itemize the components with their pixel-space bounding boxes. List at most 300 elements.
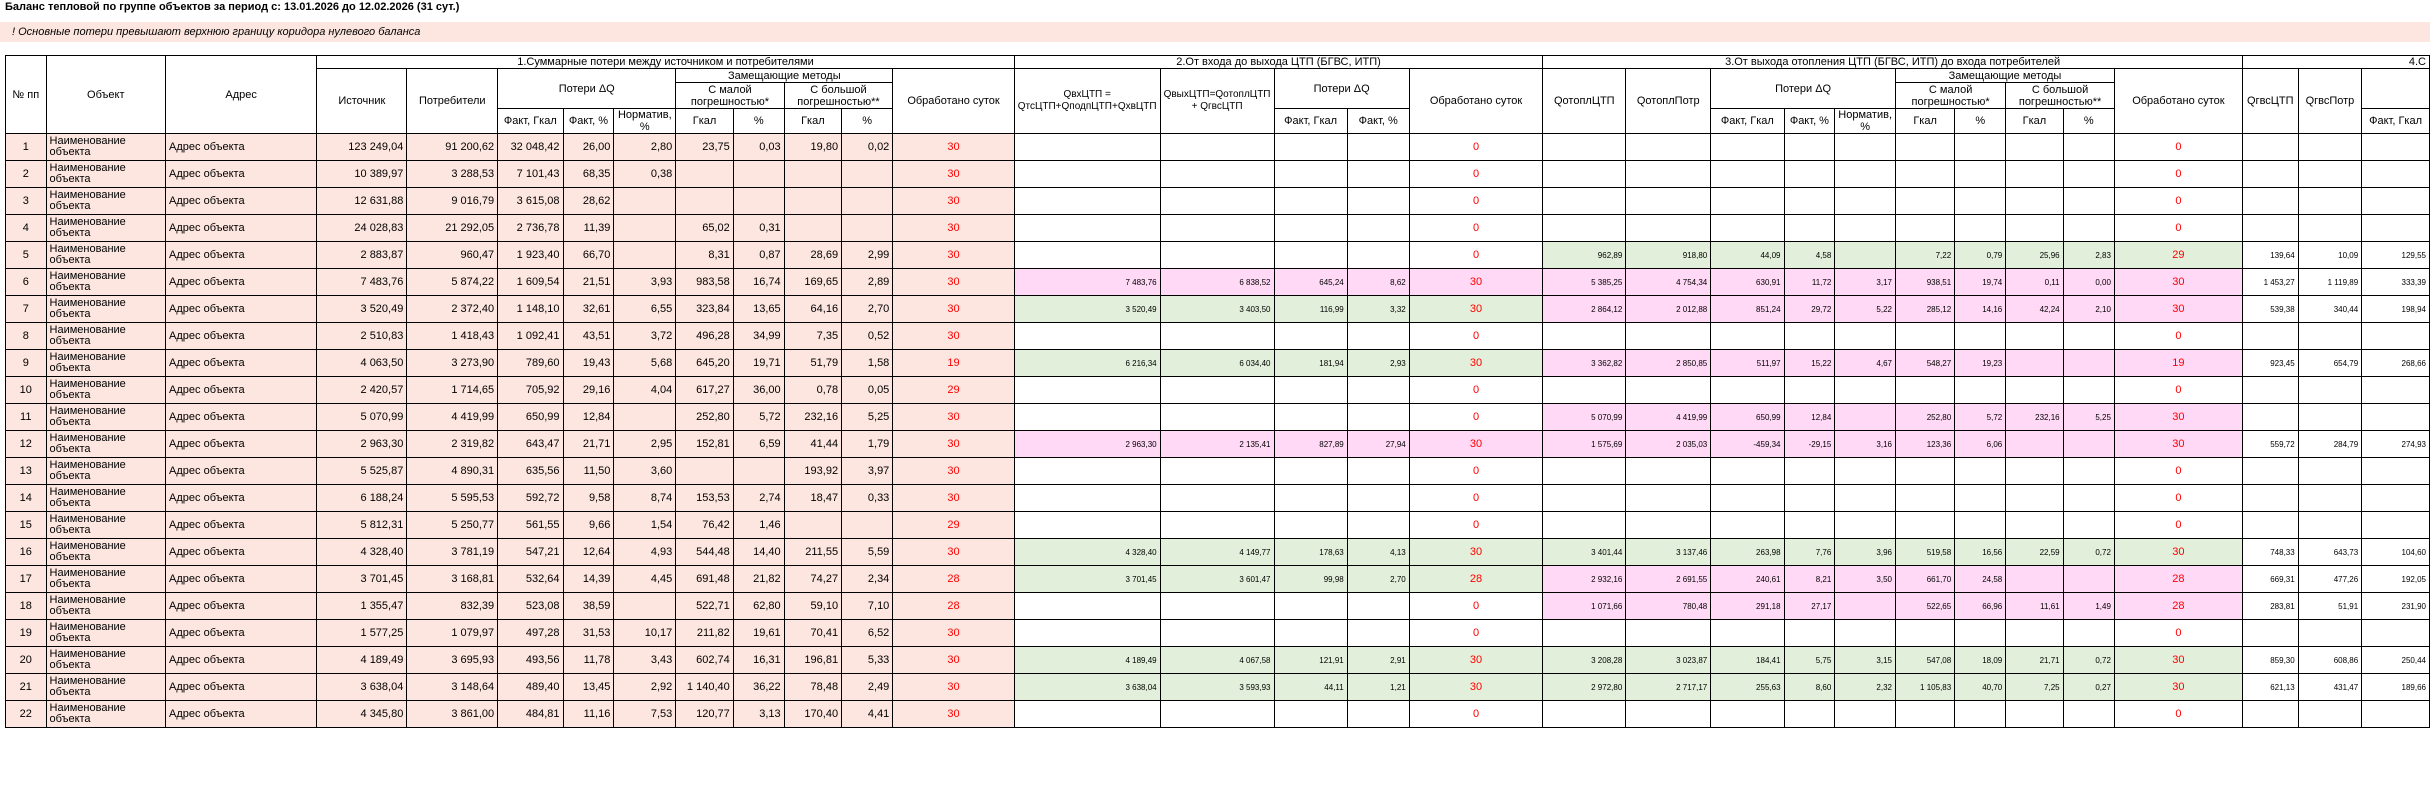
- s1-value: 252,80: [676, 404, 733, 431]
- s3-value: [2063, 350, 2114, 377]
- s1-value: [784, 215, 841, 242]
- s2-value: [1274, 404, 1347, 431]
- processed-days: 30: [2114, 296, 2242, 323]
- s3-value: [1835, 485, 1896, 512]
- table-body: [6, 134, 2430, 728]
- s3-value: 2 012,88: [1626, 296, 1711, 323]
- s1-value: [842, 188, 893, 215]
- s1-value: 2,34: [842, 566, 893, 593]
- s1-value: 36,00: [733, 377, 784, 404]
- s3-value: [2006, 134, 2063, 161]
- row-number: 20: [6, 647, 47, 674]
- s3-value: 1 105,83: [1896, 674, 1955, 701]
- s2-value: 3 638,04: [1014, 674, 1160, 701]
- s4-value: 608,86: [2298, 647, 2361, 674]
- s2-value: [1160, 377, 1274, 404]
- s1-value: 5 250,77: [407, 512, 498, 539]
- s4-value: [2242, 485, 2298, 512]
- processed-days: 30: [893, 485, 1014, 512]
- col-big-pct: %: [842, 109, 893, 134]
- s4-value: [2242, 701, 2298, 728]
- s3-value: [1543, 512, 1626, 539]
- s1-value: 1 355,47: [317, 593, 407, 620]
- col-fact-gcal: Факт, Гкал: [498, 109, 563, 134]
- s4-value: [2298, 377, 2361, 404]
- object-name: Наименование объекта: [46, 188, 166, 215]
- col-small-gcal-3: Гкал: [1896, 109, 1955, 134]
- s3-value: 232,16: [2006, 404, 2063, 431]
- s3-value: 5 070,99: [1543, 404, 1626, 431]
- s2-value: 4 067,58: [1160, 647, 1274, 674]
- s2-value: 99,98: [1274, 566, 1347, 593]
- s2-value: [1014, 458, 1160, 485]
- s3-value: 7,22: [1896, 242, 1955, 269]
- s1-value: 59,10: [784, 593, 841, 620]
- object-name: Наименование объекта: [46, 512, 166, 539]
- s2-value: [1014, 512, 1160, 539]
- s1-value: 12 631,88: [317, 188, 407, 215]
- processed-days: 0: [2114, 161, 2242, 188]
- table-row: [6, 431, 2430, 458]
- s2-value: [1014, 620, 1160, 647]
- s3-value: [1784, 512, 1835, 539]
- object-name: Наименование объекта: [46, 134, 166, 161]
- table-row: [6, 512, 2430, 539]
- s3-value: 650,99: [1711, 404, 1784, 431]
- s3-value: 4 754,34: [1626, 269, 1711, 296]
- s4-value: [2298, 134, 2361, 161]
- s1-value: 0,31: [733, 215, 784, 242]
- s3-value: 962,89: [1543, 242, 1626, 269]
- s4-value: 51,91: [2298, 593, 2361, 620]
- s4-value: [2362, 512, 2430, 539]
- s2-value: 3 520,49: [1014, 296, 1160, 323]
- s4-value: [2242, 134, 2298, 161]
- s3-value: -29,15: [1784, 431, 1835, 458]
- s1-value: 592,72: [498, 485, 563, 512]
- s4-value: [2298, 701, 2361, 728]
- s1-value: 1 714,65: [407, 377, 498, 404]
- s3-value: [1835, 512, 1896, 539]
- s1-value: 3 615,08: [498, 188, 563, 215]
- s4-value: 1 119,89: [2298, 269, 2361, 296]
- s2-value: 27,94: [1347, 431, 1409, 458]
- s1-value: 170,40: [784, 701, 841, 728]
- processed-days: 28: [893, 593, 1014, 620]
- s1-value: 196,81: [784, 647, 841, 674]
- processed-days: 0: [2114, 512, 2242, 539]
- row-number: 5: [6, 242, 47, 269]
- s1-value: 544,48: [676, 539, 733, 566]
- table-row: [6, 350, 2430, 377]
- s1-value: 2,49: [842, 674, 893, 701]
- s1-value: 3,13: [733, 701, 784, 728]
- s4-value: [2298, 620, 2361, 647]
- processed-days: 30: [893, 134, 1014, 161]
- s1-value: 24 028,83: [317, 215, 407, 242]
- s2-value: 2,91: [1347, 647, 1409, 674]
- s3-value: [2006, 620, 2063, 647]
- s3-value: 7,76: [1784, 539, 1835, 566]
- s1-value: 3 695,93: [407, 647, 498, 674]
- s3-value: [2006, 566, 2063, 593]
- processed-days: 30: [893, 323, 1014, 350]
- s3-value: [1543, 161, 1626, 188]
- s1-value: 1,79: [842, 431, 893, 458]
- processed-days: 0: [1409, 323, 1543, 350]
- col-qgvscons: QгвсПотр: [2298, 69, 2361, 134]
- s1-value: 547,21: [498, 539, 563, 566]
- s4-value: 621,13: [2242, 674, 2298, 701]
- s4-value: [2362, 404, 2430, 431]
- s2-value: 8,62: [1347, 269, 1409, 296]
- table-row: [6, 215, 2430, 242]
- object-name: Наименование объекта: [46, 620, 166, 647]
- processed-days: 30: [893, 404, 1014, 431]
- s1-value: 7,10: [842, 593, 893, 620]
- s4-value: 539,38: [2242, 296, 2298, 323]
- s2-value: 3 701,45: [1014, 566, 1160, 593]
- processed-days: 30: [1409, 431, 1543, 458]
- s1-value: 960,47: [407, 242, 498, 269]
- balance-table: [5, 55, 2430, 728]
- col-fact-gcal-2: Факт, Гкал: [1274, 109, 1347, 134]
- s1-value: 9 016,79: [407, 188, 498, 215]
- col-losses-3: Потери ΔQ: [1711, 69, 1896, 109]
- s3-value: 3 023,87: [1626, 647, 1711, 674]
- s3-value: [1626, 701, 1711, 728]
- s4-value: 250,44: [2362, 647, 2430, 674]
- processed-days: 28: [2114, 566, 2242, 593]
- s1-value: 561,55: [498, 512, 563, 539]
- table-header: [6, 56, 2430, 134]
- s4-value: 231,90: [2362, 593, 2430, 620]
- s1-value: 484,81: [498, 701, 563, 728]
- table-row: [6, 539, 2430, 566]
- row-number: 18: [6, 593, 47, 620]
- s4-value: [2362, 134, 2430, 161]
- table-row: [6, 566, 2430, 593]
- object-address: Адрес объекта: [166, 512, 317, 539]
- s2-value: 178,63: [1274, 539, 1347, 566]
- s1-value: 643,47: [498, 431, 563, 458]
- object-name: Наименование объекта: [46, 404, 166, 431]
- s2-value: 3 601,47: [1160, 566, 1274, 593]
- s3-value: 661,70: [1896, 566, 1955, 593]
- row-number: 17: [6, 566, 47, 593]
- object-address: Адрес объекта: [166, 215, 317, 242]
- s1-value: 0,02: [842, 134, 893, 161]
- table-row: [6, 485, 2430, 512]
- s1-value: 3 638,04: [317, 674, 407, 701]
- s1-value: 2 883,87: [317, 242, 407, 269]
- s2-value: [1274, 485, 1347, 512]
- row-number: 1: [6, 134, 47, 161]
- s1-value: 635,56: [498, 458, 563, 485]
- s2-value: [1160, 188, 1274, 215]
- s3-value: [1784, 485, 1835, 512]
- section-1-header: 1.Суммарные потери между источником и потребителями: [317, 56, 1014, 69]
- s1-value: 0,03: [733, 134, 784, 161]
- s1-value: 12,64: [563, 539, 614, 566]
- s3-value: [1784, 188, 1835, 215]
- s4-value: [2298, 161, 2361, 188]
- object-address: Адрес объекта: [166, 593, 317, 620]
- s1-value: 14,40: [733, 539, 784, 566]
- s2-value: 6 216,34: [1014, 350, 1160, 377]
- s1-value: 29,16: [563, 377, 614, 404]
- s3-value: [1784, 323, 1835, 350]
- s3-value: 19,74: [1955, 269, 2006, 296]
- s3-value: [2006, 188, 2063, 215]
- s2-value: [1347, 215, 1409, 242]
- s1-value: 0,78: [784, 377, 841, 404]
- s1-value: 211,82: [676, 620, 733, 647]
- processed-days: 30: [1409, 647, 1543, 674]
- s1-value: 3 148,64: [407, 674, 498, 701]
- s2-value: [1274, 377, 1347, 404]
- s2-value: [1014, 404, 1160, 431]
- s4-value: [2362, 458, 2430, 485]
- processed-days: 0: [2114, 134, 2242, 161]
- s1-value: 0,87: [733, 242, 784, 269]
- object-address: Адрес объекта: [166, 350, 317, 377]
- s1-value: 3 701,45: [317, 566, 407, 593]
- s4-value: 283,81: [2242, 593, 2298, 620]
- s1-value: 5,68: [614, 350, 676, 377]
- object-name: Наименование объекта: [46, 593, 166, 620]
- s1-value: 3 273,90: [407, 350, 498, 377]
- s3-value: 5,25: [2063, 404, 2114, 431]
- s4-value: [2298, 323, 2361, 350]
- processed-days: 30: [893, 431, 1014, 458]
- s3-value: [1835, 701, 1896, 728]
- s2-value: 645,24: [1274, 269, 1347, 296]
- s1-value: 19,80: [784, 134, 841, 161]
- s3-value: [1711, 512, 1784, 539]
- s1-value: 983,58: [676, 269, 733, 296]
- s3-value: [1626, 485, 1711, 512]
- s3-value: 2 691,55: [1626, 566, 1711, 593]
- s1-value: 1 148,10: [498, 296, 563, 323]
- s3-value: [1626, 620, 1711, 647]
- s2-value: [1347, 377, 1409, 404]
- table-row: [6, 377, 2430, 404]
- s3-value: 2 972,80: [1543, 674, 1626, 701]
- s3-value: 630,91: [1711, 269, 1784, 296]
- s4-value: [2298, 404, 2361, 431]
- object-name: Наименование объекта: [46, 377, 166, 404]
- s3-value: 4 419,99: [1626, 404, 1711, 431]
- s1-value: 617,27: [676, 377, 733, 404]
- s3-value: [1711, 377, 1784, 404]
- s4-value: 748,33: [2242, 539, 2298, 566]
- s1-value: 32,61: [563, 296, 614, 323]
- s1-value: 5 812,31: [317, 512, 407, 539]
- table-row: [6, 458, 2430, 485]
- s1-value: 21,82: [733, 566, 784, 593]
- processed-days: 0: [1409, 512, 1543, 539]
- s3-value: [1711, 458, 1784, 485]
- s1-value: 1 418,43: [407, 323, 498, 350]
- s3-value: 547,08: [1896, 647, 1955, 674]
- s2-value: 2 135,41: [1160, 431, 1274, 458]
- s4-value: 1 453,27: [2242, 269, 2298, 296]
- s3-value: 5,22: [1835, 296, 1896, 323]
- s3-value: 3,15: [1835, 647, 1896, 674]
- object-address: Адрес объекта: [166, 458, 317, 485]
- s3-value: [1543, 377, 1626, 404]
- s2-value: 4 328,40: [1014, 539, 1160, 566]
- s1-value: 2 510,83: [317, 323, 407, 350]
- s1-value: [842, 215, 893, 242]
- s3-value: 29,72: [1784, 296, 1835, 323]
- s1-value: 2,80: [614, 134, 676, 161]
- s4-value: 431,47: [2298, 674, 2361, 701]
- s3-value: [1896, 161, 1955, 188]
- object-name: Наименование объекта: [46, 242, 166, 269]
- s3-value: [1955, 458, 2006, 485]
- s1-value: 232,16: [784, 404, 841, 431]
- s2-value: [1014, 485, 1160, 512]
- s2-value: [1014, 188, 1160, 215]
- s1-value: 1 140,40: [676, 674, 733, 701]
- s1-value: [614, 593, 676, 620]
- s3-value: [2063, 215, 2114, 242]
- s1-value: 70,41: [784, 620, 841, 647]
- s1-value: 6,59: [733, 431, 784, 458]
- s2-value: 3 593,93: [1160, 674, 1274, 701]
- s1-value: 13,65: [733, 296, 784, 323]
- s3-value: 24,58: [1955, 566, 2006, 593]
- s2-value: [1347, 512, 1409, 539]
- s2-value: [1274, 242, 1347, 269]
- object-address: Адрес объекта: [166, 323, 317, 350]
- s1-value: 2,92: [614, 674, 676, 701]
- object-address: Адрес объекта: [166, 701, 317, 728]
- s3-value: 0,72: [2063, 647, 2114, 674]
- s2-value: [1014, 215, 1160, 242]
- s3-value: 0,79: [1955, 242, 2006, 269]
- s2-value: [1347, 701, 1409, 728]
- s4-value: [2242, 323, 2298, 350]
- processed-days: 30: [2114, 269, 2242, 296]
- s2-value: [1160, 323, 1274, 350]
- s1-value: 2,74: [733, 485, 784, 512]
- s4-value: [2242, 620, 2298, 647]
- s2-value: [1014, 161, 1160, 188]
- s1-value: 1 079,97: [407, 620, 498, 647]
- s3-value: [1955, 701, 2006, 728]
- s1-value: 9,58: [563, 485, 614, 512]
- processed-days: 30: [893, 296, 1014, 323]
- s2-value: [1160, 134, 1274, 161]
- processed-days: 30: [2114, 539, 2242, 566]
- object-name: Наименование объекта: [46, 296, 166, 323]
- s3-value: 44,09: [1711, 242, 1784, 269]
- col-no: № пп: [6, 56, 47, 134]
- s4-value: [2242, 458, 2298, 485]
- s1-value: 123 249,04: [317, 134, 407, 161]
- s2-value: [1274, 593, 1347, 620]
- s3-value: [1784, 161, 1835, 188]
- s4-value: [2362, 701, 2430, 728]
- col-big-pct-3: %: [2063, 109, 2114, 134]
- s2-value: 4 189,49: [1014, 647, 1160, 674]
- s3-value: 851,24: [1711, 296, 1784, 323]
- s3-value: [1835, 404, 1896, 431]
- s1-value: [733, 161, 784, 188]
- s1-value: 19,43: [563, 350, 614, 377]
- row-number: 16: [6, 539, 47, 566]
- col-consumers: Потребители: [407, 69, 498, 134]
- object-address: Адрес объекта: [166, 674, 317, 701]
- s3-value: [1955, 215, 2006, 242]
- s3-value: 8,21: [1784, 566, 1835, 593]
- s1-value: 13,45: [563, 674, 614, 701]
- processed-days: 0: [2114, 620, 2242, 647]
- s3-value: [1835, 242, 1896, 269]
- col-big-gcal: Гкал: [784, 109, 841, 134]
- s3-value: 2,10: [2063, 296, 2114, 323]
- s1-value: [676, 458, 733, 485]
- s1-value: 4,93: [614, 539, 676, 566]
- s2-value: 827,89: [1274, 431, 1347, 458]
- s3-value: 938,51: [1896, 269, 1955, 296]
- object-name: Наименование объекта: [46, 485, 166, 512]
- s3-value: [1711, 215, 1784, 242]
- s3-value: 3,50: [1835, 566, 1896, 593]
- processed-days: 30: [2114, 674, 2242, 701]
- processed-days: 0: [1409, 593, 1543, 620]
- report-title: Баланс тепловой по группе объектов за период с: 13.01.2026 до 12.02.2026 (31 сут.): [5, 1, 460, 13]
- s1-value: 21 292,05: [407, 215, 498, 242]
- s2-value: 7 483,76: [1014, 269, 1160, 296]
- s1-value: 523,08: [498, 593, 563, 620]
- s3-value: 3,17: [1835, 269, 1896, 296]
- s2-value: [1014, 323, 1160, 350]
- s3-value: -459,34: [1711, 431, 1784, 458]
- s1-value: 3 781,19: [407, 539, 498, 566]
- s2-value: [1274, 161, 1347, 188]
- s3-value: 2 932,16: [1543, 566, 1626, 593]
- object-name: Наименование объекта: [46, 674, 166, 701]
- s3-value: [1955, 377, 2006, 404]
- s1-value: 6,55: [614, 296, 676, 323]
- s1-value: 489,40: [498, 674, 563, 701]
- s2-value: [1274, 458, 1347, 485]
- processed-days: 0: [1409, 701, 1543, 728]
- s2-value: [1160, 242, 1274, 269]
- s3-value: 3 137,46: [1626, 539, 1711, 566]
- s1-value: 62,80: [733, 593, 784, 620]
- object-address: Адрес объекта: [166, 485, 317, 512]
- row-number: 3: [6, 188, 47, 215]
- s1-value: 2,89: [842, 269, 893, 296]
- s2-value: [1014, 593, 1160, 620]
- processed-days: 28: [1409, 566, 1543, 593]
- s3-value: [1626, 512, 1711, 539]
- s1-value: 64,16: [784, 296, 841, 323]
- s1-value: 211,55: [784, 539, 841, 566]
- s4-value: 139,64: [2242, 242, 2298, 269]
- s1-value: 4 345,80: [317, 701, 407, 728]
- object-address: Адрес объекта: [166, 377, 317, 404]
- processed-days: 0: [2114, 458, 2242, 485]
- processed-days: 30: [2114, 404, 2242, 431]
- processed-days: 0: [2114, 215, 2242, 242]
- s2-value: [1347, 620, 1409, 647]
